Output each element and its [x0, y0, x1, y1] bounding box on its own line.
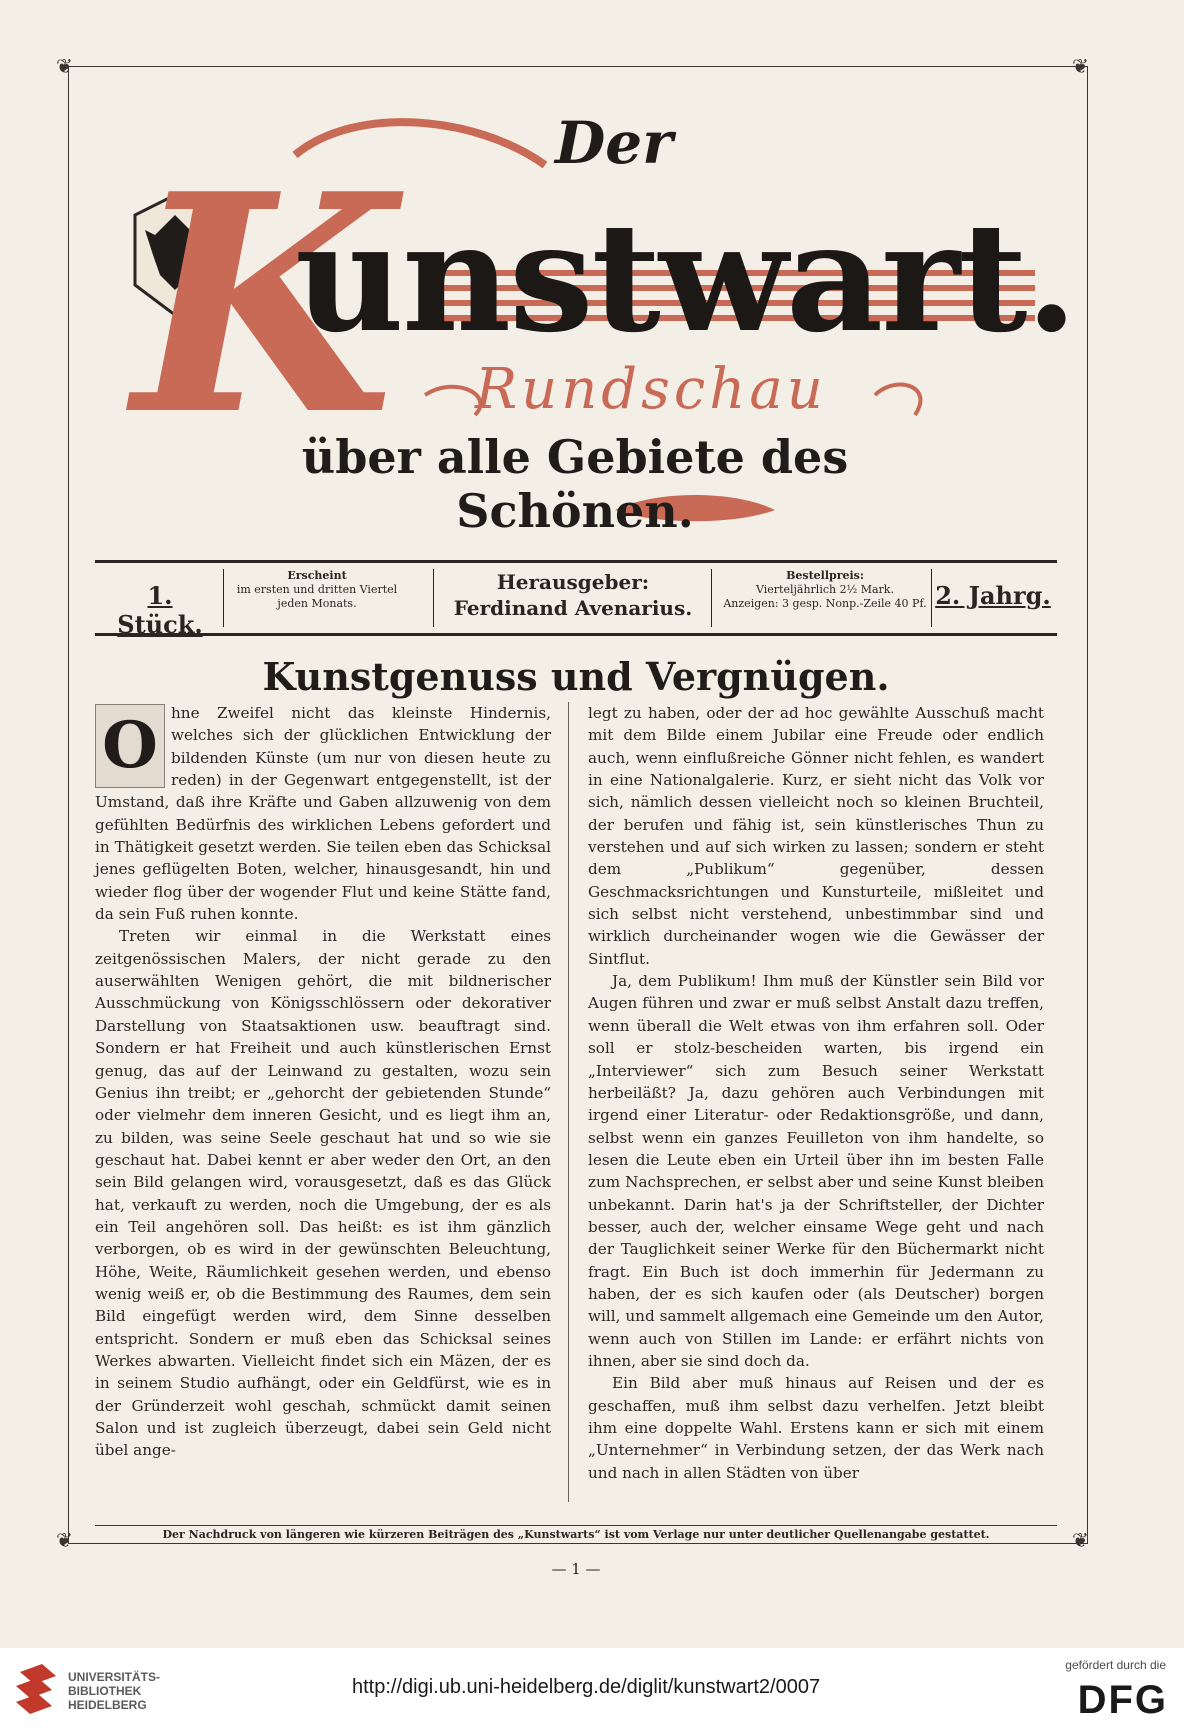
dfg-logo: DFG: [1077, 1678, 1168, 1722]
article-column-right: [588, 702, 1044, 1484]
paragraph: Ein Bild aber muß hinaus auf Reisen und der es geschaffen, muß ihm selbst dazu verhelfen. Jetzt bleibt ihm eine doppelte Wahl. Erstens kann er sich mit einem „Unternehmer“ in Verbindung setzen, der das Werk nach und nach in allen Städten von über: [588, 1374, 1044, 1482]
issue-info-bar: [95, 560, 1057, 639]
schedule-text: im ersten und dritten Viertel jeden Monats.: [236, 583, 398, 610]
library-line: HEIDELBERG: [68, 1698, 147, 1712]
title-initial: K: [133, 128, 394, 481]
subscription-price: [715, 569, 935, 611]
paragraph: Treten wir einmal in die Werkstatt eines zeitgenössischen Malers, der nicht gerade zu den auserwählten Wenigen gehört, die mit bildnerischer Ausschmückung von Königsschlössern oder dekorativer Darstellung von Staatsaktionen usw. beauftragt sind. Sondern er hat Freiheit und auch künstlerischen Ernst genug, das auf der Leinwand zu gestalten, wozu sein Genius ihn treibt; er „gehorcht der gebietenden Stunde“ oder vielmehr dem inneren Gesicht, und es liegt ihm an, zu bilden, was seine Seele geschaut hat und so wie sie geschaut hat. Dabei kennt er aber weder den Ort, an den sein Bild gelangen wird, vorausgesetzt, daß es das Glück hat, verkauft zu werden, noch die Umgebung, der es als ein Teil angehören soll. Das heißt: es ist ihm gänzlich verborgen, ob es wird in der gewünschten Beleuchtung, Höhe, Weite, Räumlichkeit gesehen werden, und ebenso wenig weiß er, ob die Bestimmung des Raumes, dem sein Bild eingefügt werden wird, dem Sinne desselben entspricht. Sondern er muß eben das Schicksal seines Werkes abwarten. Vielleicht findet sich ein Mäzen, der es in seinem Studio aufhängt, oder ein Geldfürst, wie es in der Gründerzeit wohl geschah, schmückt damit seinen Salon und ist zugleich überzeugt, dabei sein Geld nicht übel ange-: [95, 927, 551, 1460]
divider: [433, 569, 434, 627]
issue-number: 1. Stück.: [117, 581, 203, 639]
source-url-link[interactable]: http://digi.ub.uni-heidelberg.de/diglit/kunstwart2/0007: [352, 1676, 821, 1698]
corner-ornament-icon: ❦: [56, 54, 73, 78]
page-number: — 1 —: [551, 1560, 601, 1578]
corner-ornament-icon: ❦: [1072, 1528, 1089, 1552]
article-headline: Kunstgenuss und Vergnügen.: [262, 654, 890, 699]
university-library-name: [68, 1670, 160, 1712]
paragraph: [95, 702, 551, 925]
editor-name: Ferdinand Avenarius.: [453, 596, 693, 620]
editor-label: Herausgeber:: [496, 570, 650, 594]
publication-schedule: [227, 569, 407, 611]
price-line-1: Vierteljährlich 2½ Mark.: [756, 583, 894, 596]
title-der: Der: [555, 109, 673, 177]
divider: [931, 569, 932, 627]
digitization-footer: [0, 1648, 1184, 1734]
title-main: unstwart.: [295, 190, 1076, 366]
drop-cap: O: [95, 704, 165, 788]
paragraph: Ja, dem Publikum! Ihm muß der Künstler sein Bild vor Augen führen und zwar er muß selbst Anstalt dazu treffen, wenn überall die Welt etwas von ihm erfahren soll. Oder soll er stolz-bescheiden warten, bis irgend ein „Interviewer“ sich zum Besuch seiner Werkstatt herbeiläßt? Ja, dazu gehören auch Verbindungen mit irgend einer Literatur- oder Redaktionsgröße, und dann, selbst wenn ein ganzes Feuilleton von ihm handelte, so lesen die Leute eben ein Urteil über ihn im besten Falle zum Nachsprechen, er selbst aber und seine Kunst bleiben unbekannt. Darin hat's ja der Schriftsteller, der Dichter besser, auch der, welcher einsame Wege geht und nach der Tauglichkeit seiner Werke für den Büchermarkt nicht fragt. Ein Buch ist doch immerhin für Jedermann zu haben, der es sich kaufen oder (als Deutscher) borgen will, und sammelt allgemach eine Gemeinde um den Autor, wenn auch von Stillen im Lande: er erfährt nichts von ihnen, aber sie sind doch da.: [588, 972, 1044, 1370]
editor: [437, 569, 709, 621]
column-rule: [568, 702, 569, 1502]
corner-ornament-icon: ❦: [1072, 54, 1089, 78]
schedule-title: Erscheint: [287, 569, 347, 582]
divider: [223, 569, 224, 627]
subtitle: über alle Gebiete des Schönen.: [301, 430, 849, 538]
library-line: UNIVERSITÄTS-: [68, 1670, 161, 1684]
divider: [711, 569, 712, 627]
funded-by-text: gefördert durch die: [1065, 1658, 1166, 1672]
reprint-notice: Der Nachdruck von längeren wie kürzeren Beiträgen des „Kunstwarts“ ist vom Verlage nur unter deutlicher Quellenangabe gestattet.: [95, 1525, 1057, 1541]
article-column-left: [95, 702, 551, 1462]
title-rundschau: Rundschau: [475, 357, 827, 422]
volume-year: 2. Jahrg.: [935, 581, 1051, 610]
library-line: BIBLIOTHEK: [68, 1684, 142, 1698]
paragraph: legt zu haben, oder der ad hoc gewählte Ausschuß macht mit dem Bilde einem Jubilar eine Freude oder endlich auch, wenn einflußreiche Gönner nicht fehlen, es wandert in eine Nationalgalerie. Kurz, er sieht nicht das Volk vor sich, nämlich dessen vielleicht noch so kleinen Bruchteil, der berufen und fähig ist, sein künstlerisches Thun zu verstehen und auf sich wirken zu lassen; sondern er steht dem „Publikum“ gegenüber, dessen Geschmacksrichtungen und Kunsturteile, mißleitet und sich selbst nicht verstehend, unbestimmbar sind und wirklich durcheinander wogen wie die Gewässer der Sintflut.: [588, 704, 1044, 968]
paragraph-text: hne Zweifel nicht das kleinste Hindernis, welches sich der glücklichen Entwicklung der bildenden Künste (um nur von diesen heute zu reden) in der Gegenwart entgegenstellt, ist der Umstand, daß ihre Kräfte und Gaben allzuwenig von dem gefühlten Bedürfnis des wirklichen Lebens gefordert und in Thätigkeit gesetzt werden. Sie teilen eben das Schicksal jenes geflügelten Boten, welcher, hinausgesandt, hin und wieder flog über der wogender Flut und keine Stätte fand, da sein Fuß ruhen konnte.: [95, 704, 551, 924]
masthead: [95, 95, 1076, 538]
corner-ornament-icon: ❦: [56, 1528, 73, 1552]
university-library-logo-icon: [12, 1662, 60, 1722]
price-title: Bestellpreis:: [786, 569, 864, 582]
price-line-2: Anzeigen: 3 gesp. Nonp.-Zeile 40 Pf.: [723, 597, 927, 610]
